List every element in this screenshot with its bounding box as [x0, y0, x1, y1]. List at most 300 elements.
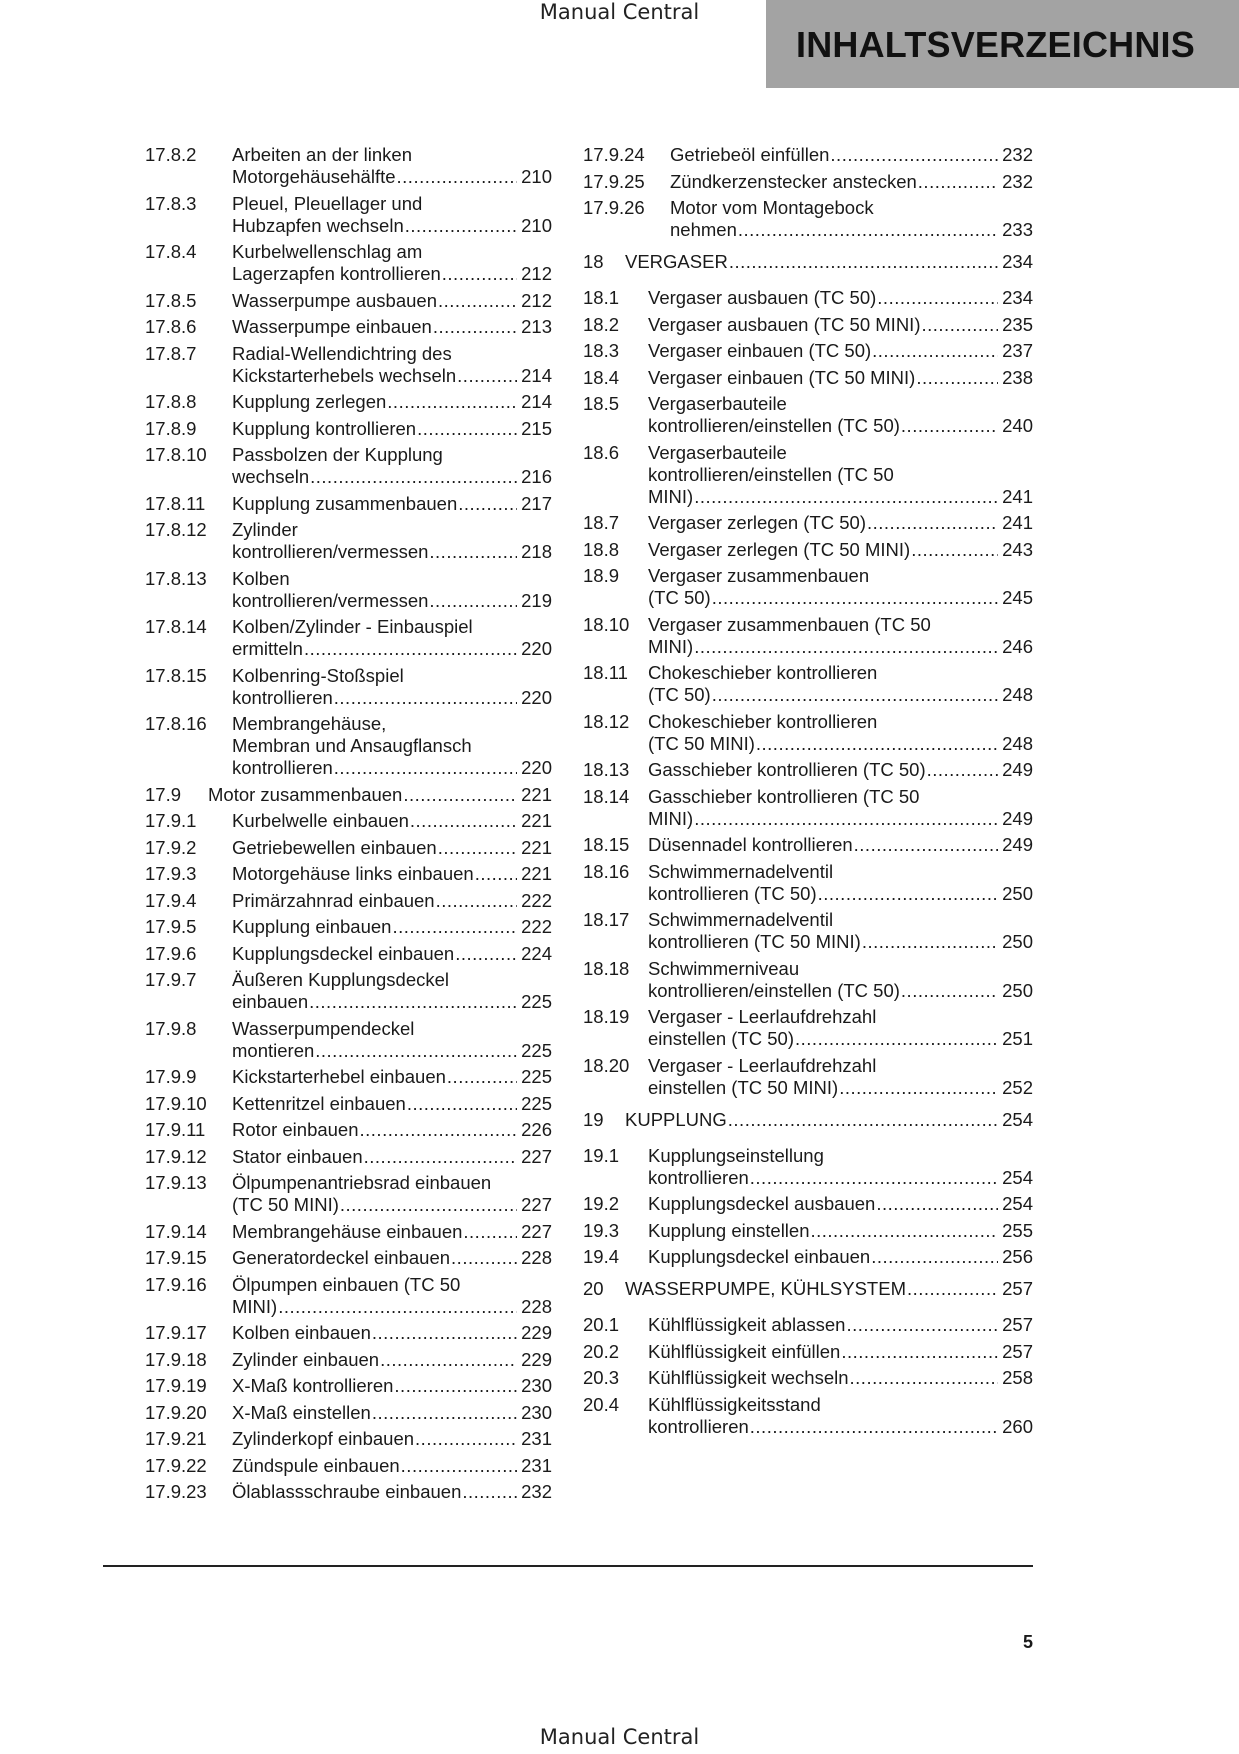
dot-leader [405, 215, 517, 237]
toc-entry-page: 234 [1002, 251, 1033, 272]
toc-entry[interactable] [145, 144, 552, 188]
toc-entry-page: 241 [1002, 512, 1033, 533]
toc-entry-title-line: Arbeiten an der linken [232, 144, 412, 165]
toc-entry-number: 18.11 [583, 662, 628, 683]
toc-entry[interactable] [145, 1146, 552, 1168]
toc-chapter-entry[interactable] [583, 251, 1033, 273]
toc-entry-page: 251 [1002, 1028, 1033, 1049]
toc-entry-number: 17.8.13 [145, 567, 207, 589]
toc-entry-page: 233 [1002, 219, 1033, 240]
toc-entry-number: 17.9.4 [145, 889, 197, 911]
toc-entry[interactable] [583, 442, 1033, 508]
dot-leader [712, 684, 998, 706]
toc-entry-title-line: (TC 50 MINI) [648, 732, 755, 754]
dot-leader [877, 287, 998, 309]
toc-entry[interactable] [583, 1367, 1033, 1389]
toc-entry-title-line: kontrollieren [232, 686, 333, 708]
toc-entry-number: 17.8.14 [145, 616, 207, 637]
dot-leader [451, 1247, 517, 1269]
toc-entry[interactable] [583, 662, 1033, 706]
toc-entry[interactable] [145, 916, 552, 938]
toc-entry-title-line: Kühlflüssigkeitsstand [648, 1393, 821, 1415]
toc-entry[interactable] [583, 539, 1033, 561]
toc-entry-page: 243 [1002, 538, 1033, 560]
toc-entry-page: 220 [521, 757, 552, 778]
toc-entry-title-line: Zylinder einbauen [232, 1348, 380, 1370]
toc-entry-title-line: Chokeschieber kontrollieren [648, 662, 878, 683]
toc-entry-page: 238 [1002, 366, 1033, 388]
toc-entry[interactable] [145, 713, 552, 779]
toc-entry[interactable] [145, 1455, 552, 1477]
toc-entry[interactable] [583, 786, 1033, 830]
toc-entry-title-line: Motorgehäusehälfte [232, 166, 396, 187]
dot-leader [475, 863, 517, 885]
toc-entry[interactable] [583, 958, 1033, 1002]
toc-entry[interactable] [145, 519, 552, 563]
toc-entry-title-line: Passbolzen der Kupplung [232, 444, 443, 465]
toc-entry-number: 18.18 [583, 957, 630, 979]
dot-leader [901, 415, 998, 437]
toc-entry-number: 18.5 [583, 393, 620, 414]
toc-entry-title-line: Kurbelwelle einbauen [232, 810, 409, 831]
dot-leader [380, 1349, 517, 1371]
toc-chapter-entry[interactable] [583, 1109, 1033, 1131]
toc-entry-number: 17.9.6 [145, 942, 197, 964]
toc-entry[interactable] [145, 241, 552, 285]
dot-leader [315, 1040, 517, 1062]
dot-leader [795, 1028, 998, 1050]
toc-entry-title-line: Vergaserbauteile [648, 441, 787, 463]
toc-entry[interactable] [583, 340, 1033, 362]
toc-entry-page: 221 [521, 783, 552, 805]
toc-entry-number: 17.9.12 [145, 1145, 207, 1167]
toc-entry-number: 18.6 [583, 441, 620, 463]
toc-entry[interactable] [145, 1093, 552, 1115]
toc-entry-number: 17.8.6 [145, 316, 197, 337]
toc-entry-page: 254 [1002, 1193, 1033, 1214]
toc-entry-number: 20.2 [583, 1340, 620, 1362]
toc-entry-number: 19.1 [583, 1144, 620, 1166]
toc-entry-title-line: ermitteln [232, 638, 303, 659]
toc-entry-number: 17.9 [145, 783, 182, 805]
toc-entry-page: 210 [521, 214, 552, 236]
toc-entry[interactable] [583, 197, 1033, 241]
toc-entry[interactable] [583, 1246, 1033, 1268]
toc-entry-page: 222 [521, 889, 552, 911]
toc-entry-title-line: Chokeschieber kontrollieren [648, 710, 878, 732]
toc-entry-title-line: Kettenritzel einbauen [232, 1092, 406, 1114]
toc-entry-title-line: Motorgehäuse links einbauen [232, 863, 474, 884]
toc-entry-number: 18.13 [583, 759, 630, 780]
dot-leader [872, 340, 998, 362]
toc-entry-number: 17.8.10 [145, 444, 207, 465]
toc-entry-page: 237 [1002, 340, 1033, 361]
toc-entry[interactable] [583, 1145, 1033, 1189]
toc-entry-title-line: (TC 50) [648, 587, 711, 608]
dot-leader [407, 1093, 517, 1115]
toc-entry[interactable] [583, 393, 1033, 437]
toc-entry-title-line: montieren [232, 1039, 315, 1061]
toc-entry[interactable] [145, 493, 552, 515]
toc-entry[interactable] [145, 316, 552, 338]
dot-leader [922, 314, 999, 336]
toc-right-column [583, 144, 1033, 1442]
toc-entry[interactable] [145, 1221, 552, 1243]
dot-leader [756, 733, 998, 755]
toc-entry[interactable] [145, 418, 552, 440]
toc-entry-title-line: Membrangehäuse einbauen [232, 1220, 463, 1242]
dot-leader [729, 251, 998, 273]
toc-entry-title-line: einstellen (TC 50) [648, 1028, 795, 1049]
toc-entry-page: 210 [521, 166, 552, 187]
toc-entry-title-line: Rotor einbauen [232, 1119, 359, 1140]
dot-leader [907, 1278, 998, 1300]
toc-entry-page: 225 [521, 1066, 552, 1087]
toc-entry-page: 227 [521, 1220, 552, 1242]
toc-entry-title-line: Kühlflüssigkeit einfüllen [648, 1340, 841, 1362]
toc-entry-title-line: Vergaser einbauen (TC 50 MINI) [648, 366, 916, 388]
toc-entry-title-line: VERGASER [625, 251, 728, 272]
toc-entry-title-line: Kolben einbauen [232, 1322, 371, 1343]
toc-entry[interactable] [583, 614, 1033, 658]
toc-entry-number: 18.1 [583, 287, 620, 308]
toc-entry[interactable] [145, 1274, 552, 1318]
toc-entry-number: 18.15 [583, 834, 630, 855]
toc-entry-title-line: Kickstarterhebel einbauen [232, 1066, 446, 1087]
toc-entry[interactable] [583, 1193, 1033, 1215]
toc-entry-number: 18.8 [583, 538, 620, 560]
toc-entry-number: 17.9.22 [145, 1454, 207, 1476]
toc-entry-number: 17.8.8 [145, 391, 197, 412]
toc-entry-title-line: Kupplungsdeckel ausbauen [648, 1193, 876, 1214]
toc-entry-title-line: Kickstarterhebels wechseln [232, 364, 457, 386]
toc-entry-number: 17.9.19 [145, 1375, 207, 1396]
toc-entry-number: 17.9.13 [145, 1172, 207, 1193]
toc-entry-title-line: Zylinderkopf einbauen [232, 1428, 415, 1449]
toc-entry-number: 20.3 [583, 1367, 620, 1388]
dot-leader [372, 1322, 517, 1344]
toc-entry[interactable] [145, 810, 552, 832]
dot-leader [458, 493, 517, 515]
toc-entry-title-line: Radial-Wellendichtring des [232, 342, 452, 364]
toc-entry[interactable] [145, 290, 552, 312]
toc-entry[interactable] [583, 314, 1033, 336]
toc-entry-title-line: Kolben [232, 567, 290, 589]
toc-entry-number: 17.9.23 [145, 1481, 207, 1502]
toc-entry-title-line: einbauen [232, 991, 309, 1012]
toc-entry-title-line: Getriebeöl einfüllen [670, 144, 830, 165]
dot-leader [442, 263, 517, 285]
toc-entry[interactable] [583, 1394, 1033, 1438]
dot-leader [278, 1296, 517, 1318]
toc-entry-page: 228 [521, 1247, 552, 1268]
toc-entry-page: 250 [1002, 882, 1033, 904]
toc-entry-title-line: Kupplung einstellen [648, 1219, 810, 1241]
dot-leader [394, 1375, 517, 1397]
toc-entry[interactable] [145, 784, 552, 806]
dot-leader [876, 1193, 998, 1215]
dot-leader [360, 1119, 518, 1141]
toc-entry[interactable] [145, 969, 552, 1013]
toc-entry-title-line: X-Maß kontrollieren [232, 1375, 394, 1396]
toc-entry-title-line: Gasschieber kontrollieren (TC 50 [648, 785, 920, 807]
dot-leader [811, 1220, 999, 1242]
toc-entry-title-line: (TC 50) [648, 684, 711, 705]
toc-entry-title-line: Generatordeckel einbauen [232, 1247, 451, 1268]
page-title: INHALTSVERZEICHNIS [796, 24, 1195, 65]
toc-entry-title-line: Kolben/Zylinder - Einbauspiel [232, 616, 473, 637]
toc-entry-page: 227 [521, 1145, 552, 1167]
toc-entry-number: 17.8.9 [145, 417, 197, 439]
toc-entry-title-line: MINI) [232, 1295, 278, 1317]
dot-leader [918, 171, 998, 193]
toc-entry-title-line: Zylinder [232, 519, 298, 540]
toc-entry-page: 249 [1002, 759, 1033, 780]
toc-entry-title-line: Hubzapfen wechseln [232, 214, 404, 236]
toc-entry-number: 18.7 [583, 512, 620, 533]
toc-entry-title-line: Vergaser zusammenbauen (TC 50 [648, 613, 931, 635]
toc-entry-number: 18.3 [583, 340, 620, 361]
toc-entry[interactable] [145, 863, 552, 885]
toc-entry-title-line: kontrollieren/vermessen [232, 589, 429, 611]
toc-entry[interactable] [145, 1066, 552, 1088]
toc-entry[interactable] [583, 512, 1033, 534]
toc-entry[interactable] [145, 1172, 552, 1216]
toc-entry-title-line: Schwimmernadelventil [648, 909, 834, 930]
toc-entry-title-line: Wasserpumpe einbauen [232, 316, 432, 337]
toc-entry-page: 232 [1002, 144, 1033, 165]
toc-entry[interactable] [583, 1055, 1033, 1099]
toc-entry-page: 256 [1002, 1246, 1033, 1267]
toc-entry-number: 18.17 [583, 909, 630, 930]
toc-entry[interactable] [145, 1119, 552, 1141]
toc-entry[interactable] [145, 1402, 552, 1424]
dot-leader [839, 1077, 998, 1099]
toc-entry[interactable] [583, 861, 1033, 905]
toc-entry-page: 229 [521, 1348, 552, 1370]
dot-leader [417, 418, 517, 440]
toc-entry-page: 254 [1002, 1108, 1033, 1130]
toc-entry-title-line: Primärzahnrad einbauen [232, 889, 435, 911]
toc-entry-number: 18 [583, 251, 604, 272]
toc-entry-title-line: KUPPLUNG [625, 1108, 727, 1130]
toc-entry-number: 18.9 [583, 565, 620, 586]
dot-leader [372, 1402, 517, 1424]
toc-entry[interactable] [145, 444, 552, 488]
toc-entry[interactable] [145, 1428, 552, 1450]
toc-entry[interactable] [145, 568, 552, 612]
toc-entry-number: 17.9.8 [145, 1017, 197, 1039]
toc-entry-title-line: Ölablassschraube einbauen [232, 1481, 462, 1502]
toc-entry-page: 213 [521, 316, 552, 337]
toc-entry[interactable] [145, 193, 552, 237]
dot-leader [916, 367, 998, 389]
toc-entry-title-line: Motor zusammenbauen [208, 783, 403, 805]
dot-leader [429, 541, 517, 563]
toc-entry-page: 249 [1002, 834, 1033, 855]
toc-entry-page: 214 [521, 364, 552, 386]
toc-entry-title-line: Kurbelwellenschlag am [232, 241, 423, 262]
toc-entry-title-line: Motor vom Montagebock [670, 197, 874, 218]
dot-leader [438, 837, 517, 859]
toc-entry-number: 17.9.21 [145, 1428, 207, 1449]
toc-entry-title-line: Vergaser - Leerlaufdrehzahl [648, 1054, 877, 1076]
footer-rule [103, 1565, 1033, 1567]
toc-entry-number: 17.9.9 [145, 1066, 197, 1087]
toc-entry-page: 212 [521, 263, 552, 284]
toc-entry[interactable] [145, 1481, 552, 1503]
toc-entry-page: 257 [1002, 1314, 1033, 1335]
toc-entry-number: 17.9.2 [145, 836, 197, 858]
toc-entry-title-line: kontrollieren [648, 1166, 749, 1188]
toc-entry-title-line: kontrollieren [648, 1415, 749, 1437]
toc-entry[interactable] [583, 834, 1033, 856]
toc-entry-page: 249 [1002, 807, 1033, 829]
toc-entry-title-line: Kupplung kontrollieren [232, 417, 417, 439]
toc-entry-title-line: Vergaser ausbauen (TC 50 MINI) [648, 313, 921, 335]
toc-entry[interactable] [145, 890, 552, 912]
dot-leader [694, 486, 998, 508]
toc-entry-title-line: kontrollieren/einstellen (TC 50) [648, 979, 900, 1001]
toc-entry[interactable] [583, 1006, 1033, 1050]
toc-entry-title-line: WASSERPUMPE, KÜHLSYSTEM [625, 1278, 906, 1299]
toc-entry[interactable] [583, 711, 1033, 755]
toc-entry-page: 228 [521, 1295, 552, 1317]
toc-entry[interactable] [145, 1349, 552, 1371]
dot-leader [694, 808, 998, 830]
dot-leader [436, 890, 518, 912]
toc-entry[interactable] [583, 144, 1033, 166]
toc-entry[interactable] [145, 943, 552, 965]
toc-entry-title-line: Kolbenring-Stoßspiel [232, 664, 404, 686]
dot-leader [429, 590, 517, 612]
toc-entry-page: 217 [521, 492, 552, 514]
toc-entry-title-line: MINI) [648, 807, 694, 829]
toc-entry-title-line: Membran und Ansaugflansch [232, 735, 472, 756]
toc-entry-page: 215 [521, 417, 552, 439]
toc-entry-title-line: Schwimmerniveau [648, 957, 800, 979]
toc-entry-number: 18.4 [583, 366, 620, 388]
toc-entry-page: 225 [521, 991, 552, 1012]
toc-entry[interactable] [145, 665, 552, 709]
dot-leader [867, 512, 998, 534]
toc-entry-page: 235 [1002, 313, 1033, 335]
toc-entry-title-line: kontrollieren/einstellen (TC 50 [648, 463, 894, 485]
toc-entry-number: 17.9.18 [145, 1348, 207, 1370]
toc-entry[interactable] [583, 171, 1033, 193]
toc-entry-page: 245 [1002, 587, 1033, 608]
toc-entry-page: 225 [521, 1039, 552, 1061]
toc-entry[interactable] [145, 837, 552, 859]
toc-entry-number: 17.9.17 [145, 1322, 207, 1343]
dot-leader [901, 980, 998, 1002]
toc-entry-number: 17.9.14 [145, 1220, 207, 1242]
toc-entry-number: 18.2 [583, 313, 620, 335]
toc-entry-title-line: Schwimmernadelventil [648, 860, 834, 882]
dot-leader [387, 391, 517, 413]
toc-entry-title-line: kontrollieren [232, 757, 333, 778]
toc-entry[interactable] [583, 1314, 1033, 1336]
toc-entry[interactable] [583, 1220, 1033, 1242]
toc-entry-title-line: Zündspule einbauen [232, 1454, 400, 1476]
toc-entry-page: 232 [521, 1481, 552, 1502]
toc-entry-page: 224 [521, 942, 552, 964]
dot-leader [850, 1367, 999, 1389]
toc-entry-number: 20.1 [583, 1314, 620, 1335]
toc-entry[interactable] [583, 1341, 1033, 1363]
toc-entry[interactable] [145, 1375, 552, 1397]
toc-entry-number: 17.8.15 [145, 664, 207, 686]
toc-entry-title-line: Getriebewellen einbauen [232, 836, 437, 858]
dot-leader [846, 1314, 998, 1336]
toc-entry-page: 220 [521, 638, 552, 659]
toc-entry-page: 248 [1002, 684, 1033, 705]
toc-entry-page: 240 [1002, 415, 1033, 436]
toc-entry-title-line: nehmen [670, 219, 737, 240]
toc-entry-title-line: Kupplung einbauen [232, 916, 392, 937]
page-number: 5 [1022, 1632, 1033, 1652]
toc-entry-number: 17.8.7 [145, 342, 197, 364]
toc-entry-title-line: Lagerzapfen kontrollieren [232, 263, 441, 284]
toc-entry-title-line: Kupplungsdeckel einbauen [648, 1246, 871, 1267]
toc-entry-title-line: kontrollieren/vermessen [232, 541, 429, 562]
toc-entry-title-line: kontrollieren (TC 50 MINI) [648, 931, 861, 952]
dot-leader [830, 144, 998, 166]
toc-entry-number: 17.8.11 [145, 492, 206, 514]
toc-chapter-entry[interactable] [583, 1278, 1033, 1300]
toc-entry[interactable] [583, 565, 1033, 609]
toc-entry-number: 18.14 [583, 785, 630, 807]
toc-entry-title-line: Wasserpumpendeckel [232, 1017, 415, 1039]
toc-entry-number: 17.9.26 [583, 197, 645, 218]
toc-entry-page: 225 [521, 1092, 552, 1114]
toc-entry[interactable] [145, 391, 552, 413]
toc-entry[interactable] [583, 287, 1033, 309]
toc-entry-title-line: wechseln [232, 466, 310, 487]
toc-entry-page: 257 [1002, 1340, 1033, 1362]
toc-entry[interactable] [583, 759, 1033, 781]
toc-entry-page: 231 [521, 1428, 552, 1449]
dot-leader [455, 943, 517, 965]
toc-entry-page: 226 [521, 1119, 552, 1140]
toc-entry-title-line: kontrollieren/einstellen (TC 50) [648, 415, 900, 436]
toc-entry-title-line: Membrangehäuse, [232, 713, 387, 734]
toc-entry-page: 221 [521, 863, 552, 884]
toc-entry[interactable] [145, 1018, 552, 1062]
toc-entry[interactable] [145, 343, 552, 387]
toc-entry-page: 220 [521, 686, 552, 708]
toc-entry-page: 231 [521, 1454, 552, 1476]
dot-leader [334, 687, 517, 709]
toc-entry[interactable] [583, 367, 1033, 389]
toc-entry-page: 248 [1002, 732, 1033, 754]
toc-entry[interactable] [145, 1247, 552, 1269]
toc-entry-page: 214 [521, 391, 552, 412]
toc-entry[interactable] [145, 1322, 552, 1344]
toc-entry-number: 19.4 [583, 1246, 620, 1267]
toc-entry-number: 17.9.24 [583, 144, 645, 165]
toc-entry[interactable] [583, 909, 1033, 953]
toc-entry-title-line: (TC 50 MINI) [232, 1194, 339, 1215]
toc-entry-page: 227 [521, 1194, 552, 1215]
dot-leader [911, 539, 998, 561]
toc-entry-page: 254 [1002, 1166, 1033, 1188]
toc-entry-number: 17.9.7 [145, 969, 197, 990]
toc-entry-page: 229 [521, 1322, 552, 1343]
toc-entry[interactable] [145, 616, 552, 660]
toc-entry-title-line: Vergaser einbauen (TC 50) [648, 340, 872, 361]
toc-entry-number: 17.8.12 [145, 519, 207, 540]
